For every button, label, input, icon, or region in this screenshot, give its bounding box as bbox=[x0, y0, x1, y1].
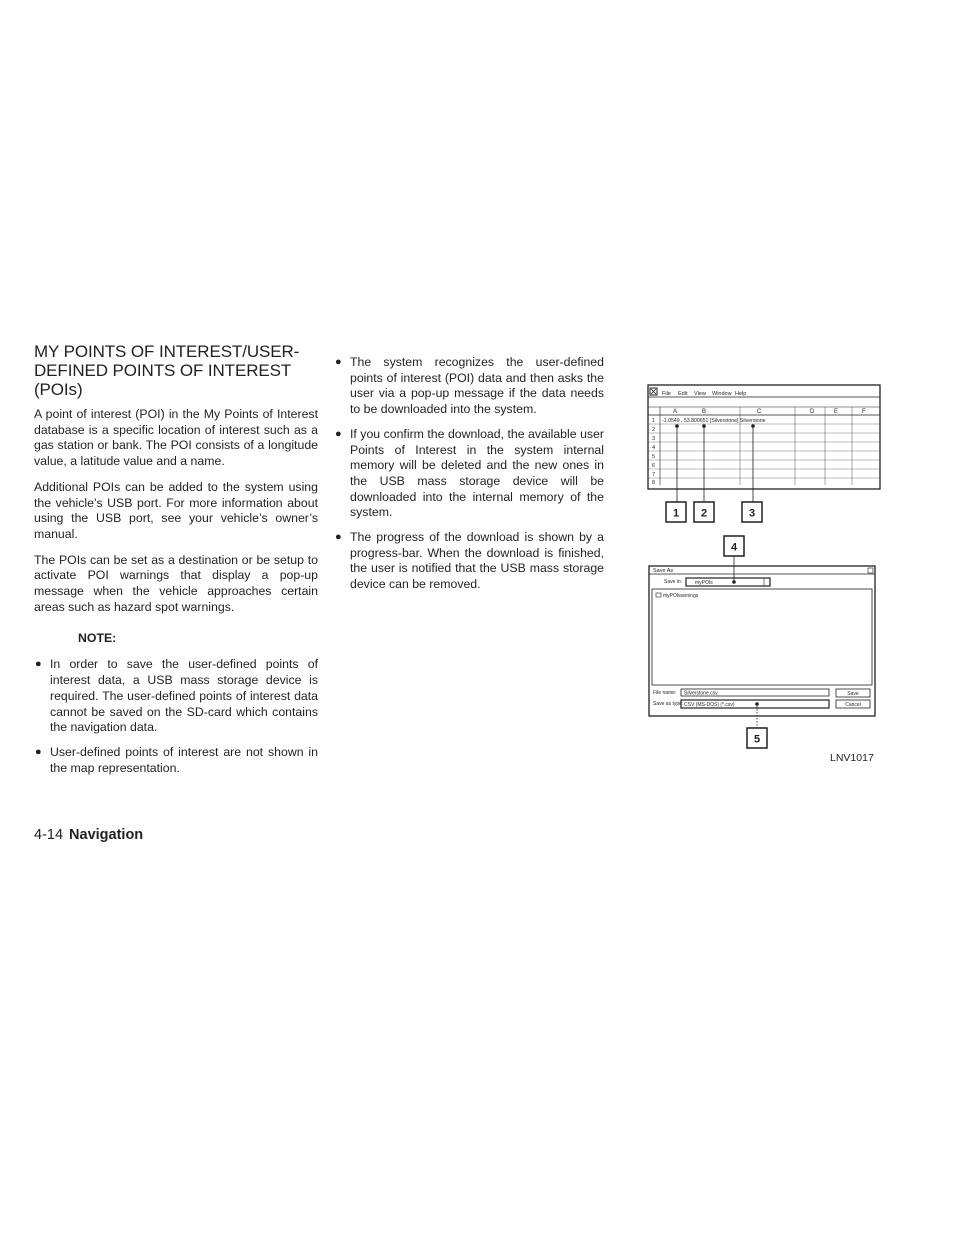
row-header: 6 bbox=[652, 463, 656, 469]
svg-text:5: 5 bbox=[753, 733, 761, 746]
bullet-icon: ● bbox=[335, 427, 342, 440]
menu-item-help: Help bbox=[735, 391, 747, 397]
column-header: A bbox=[673, 409, 678, 415]
row-header: 5 bbox=[652, 454, 656, 460]
svg-text:1: 1 bbox=[672, 507, 680, 520]
spreadsheet-window bbox=[648, 385, 880, 502]
save-as-type-value: CSV (MS-DOS) (*.csv) bbox=[684, 702, 735, 708]
save-as-dialog bbox=[649, 566, 875, 728]
callout-2 bbox=[694, 502, 714, 522]
column-header: C bbox=[757, 409, 762, 415]
left-column bbox=[34, 342, 318, 785]
save-button: Save bbox=[847, 691, 859, 697]
row-header: 2 bbox=[652, 427, 656, 433]
paragraph-usb: Additional POIs can be added to the system using the vehicle’s USB port. For more information about using the USB port, see your vehicle’s owner’s manual. bbox=[34, 479, 318, 541]
figure-illustration bbox=[640, 380, 895, 770]
row-header: 8 bbox=[652, 480, 656, 486]
menu-item-edit: Edit bbox=[678, 391, 688, 397]
column-header: D bbox=[810, 409, 815, 415]
file-name-label: File name: bbox=[653, 690, 677, 696]
menu-item-file: File bbox=[662, 391, 671, 397]
note-heading: NOTE: bbox=[78, 631, 117, 646]
note-item bbox=[34, 657, 318, 736]
svg-text:3: 3 bbox=[748, 507, 756, 520]
file-name-value: Silverstone.csv bbox=[684, 690, 718, 697]
callout-5 bbox=[747, 728, 767, 748]
note-item bbox=[34, 745, 318, 776]
bullet-icon: ● bbox=[35, 658, 42, 671]
svg-text:2: 2 bbox=[700, 507, 708, 520]
column-header: F bbox=[862, 409, 866, 415]
figure-id: LNV1017 bbox=[830, 752, 874, 764]
page-number: 4-14 bbox=[34, 827, 64, 843]
row1-cell-text: -1.0549 , 53.800651 [Silverstone] Silverstone bbox=[662, 418, 766, 424]
chapter-title: Navigation bbox=[69, 827, 144, 843]
list-item-text: If you confirm the download, the available user Points of Interest in the system internal memory will be deleted and the new ones in the USB mass storage device will be downloaded into the internal memory of the system. bbox=[350, 426, 604, 520]
list-item-text: The progress of the download is shown by a progress-bar. When the download is finished, the user is notified that the USB mass storage device can be removed. bbox=[350, 530, 604, 592]
paragraph-definition: A point of interest (POI) in the My Points of Interest database is a specific location of interest such as a gas station or bank. The POI consists of a longitude value, a latitude value and a name. bbox=[34, 407, 318, 469]
dialog-title: Save As bbox=[653, 568, 674, 574]
note-text: User-defined points of interest are not shown in the map representation. bbox=[50, 744, 318, 775]
list-item bbox=[334, 427, 604, 521]
svg-text:4: 4 bbox=[730, 541, 738, 554]
menu-item-view: View bbox=[694, 391, 706, 397]
list-item bbox=[334, 530, 604, 593]
bullet-icon: ● bbox=[35, 745, 42, 758]
note-text: In order to save the user-defined points of interest data, a USB mass storage device is required. The user-defined points of interest data cannot be saved on the SD-card which contains the navigation data. bbox=[50, 657, 318, 735]
paragraph-destination: The POIs can be set as a destination or be setup to activate POI warnings that display a pop-up message when the vehicle approaches certain areas such as hazard spot warnings. bbox=[34, 552, 318, 614]
save-as-type-label: Save as type: bbox=[653, 701, 684, 707]
file-list-item: myPOIwarnings bbox=[663, 593, 699, 599]
list-item-text: The system recognizes the user-defined points of interest (POI) data and then asks the user via a pop-up message if the data needs to be downloaded into the system. bbox=[350, 355, 604, 417]
save-in-value: myPOIs bbox=[695, 580, 713, 586]
bullet-list bbox=[334, 355, 604, 593]
row-header: 7 bbox=[652, 472, 656, 478]
callout-3 bbox=[742, 502, 762, 522]
callout-1 bbox=[666, 502, 686, 522]
save-in-label: Save in: bbox=[664, 579, 683, 585]
middle-column bbox=[334, 355, 604, 602]
page-footer bbox=[34, 827, 143, 843]
list-item bbox=[334, 355, 604, 418]
column-header: B bbox=[702, 409, 707, 415]
note-list bbox=[34, 657, 318, 776]
row-header: 3 bbox=[652, 436, 656, 442]
section-title: MY POINTS OF INTEREST/USER-DEFINED POINTS OF INTEREST (POIs) bbox=[34, 342, 300, 399]
bullet-icon: ● bbox=[335, 356, 342, 368]
cancel-button: Cancel bbox=[845, 702, 861, 708]
row-header: 4 bbox=[652, 445, 656, 451]
menu-item-window: Window bbox=[712, 391, 732, 397]
column-header: E bbox=[834, 409, 839, 415]
bullet-icon: ● bbox=[335, 531, 342, 544]
row-header: 1 bbox=[652, 418, 656, 424]
